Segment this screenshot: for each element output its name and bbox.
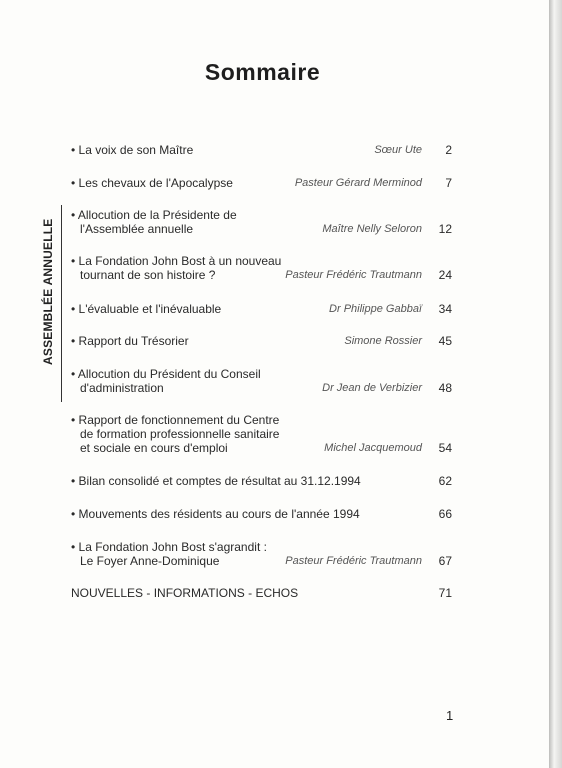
toc-entry-title-line: l'Assemblée annuelle: [80, 222, 194, 236]
toc-entry-title: [71, 334, 189, 348]
toc-entry-title: [71, 474, 361, 488]
toc-entry: [71, 254, 452, 282]
toc-entry: [71, 474, 452, 488]
toc-entry-title-line: • Rapport du Trésorier: [71, 334, 189, 348]
toc-entry-page-number: 66: [438, 507, 452, 521]
toc-entry-author: Dr Jean de Verbizier: [322, 382, 422, 394]
page-edge: [549, 0, 562, 768]
toc-entry-title-line: • Rapport de fonctionnement du Centre: [71, 413, 280, 427]
toc-entry: [71, 413, 452, 455]
toc-entry: [71, 540, 452, 568]
toc-entry-title-line: • Allocution du Président du Conseil: [71, 367, 261, 381]
toc-entry-title: [71, 176, 233, 190]
toc-entry-title-line: Le Foyer Anne-Dominique: [80, 554, 220, 568]
toc-entry-page-number: 62: [438, 474, 452, 488]
section-side-label: [41, 218, 55, 365]
toc-entry-title: [71, 143, 193, 157]
toc-entry: [71, 367, 452, 395]
toc-entry-page-number: 71: [438, 586, 452, 600]
toc-entry-page-number: 2: [445, 143, 452, 157]
toc-entry: [71, 302, 452, 316]
toc-entry-title-line: d'administration: [80, 381, 164, 395]
toc-entry-author: Simone Rossier: [344, 335, 422, 347]
toc-entry-title-line: • La Fondation John Bost à un nouveau: [71, 254, 282, 268]
toc-entry: [71, 334, 452, 348]
toc-entry-author: Michel Jacquemoud: [324, 442, 422, 454]
page-title: Sommaire: [204, 59, 321, 85]
toc-entry-title-line: • Mouvements des résidents au cours de l'année 1994: [71, 507, 360, 521]
toc-entry-title: [71, 254, 281, 282]
toc-entry-page-number: 12: [438, 222, 452, 236]
toc-entry-page-number: 45: [438, 334, 452, 348]
toc-entry-title: [71, 586, 298, 600]
section-divider-rule: [61, 205, 62, 402]
toc-entry-title-line: • La Fondation John Bost s'agrandit :: [71, 540, 267, 554]
toc-entry-title-line: • L'évaluable et l'inévaluable: [71, 302, 222, 316]
toc-entry-title: [71, 367, 261, 395]
toc-entry-title: [71, 302, 221, 316]
toc-entry: [71, 143, 452, 157]
toc-entry-page-number: 24: [438, 268, 452, 282]
toc-entry: [71, 586, 452, 600]
toc-entry-title-line: de formation professionnelle sanitaire: [80, 427, 280, 441]
toc-entry-title: [71, 507, 360, 521]
toc-entry-author: Sœur Ute: [374, 144, 422, 156]
toc-entry-title-line: NOUVELLES - INFORMATIONS - ECHOS: [71, 586, 299, 600]
toc-entry-title: [71, 208, 237, 236]
toc-entry-page-number: 67: [438, 554, 452, 568]
section-side-label-text: ASSEMBLÉE ANNUELLE: [41, 218, 55, 365]
toc-entry-author: Pasteur Gérard Merminod: [294, 177, 422, 189]
toc-entry-title-line: • La voix de son Maître: [71, 143, 194, 157]
toc-entry-title: [71, 540, 267, 568]
toc-entry-title-line: • Les chevaux de l'Apocalypse: [71, 176, 233, 190]
toc-entry-page-number: 34: [438, 302, 452, 316]
toc-entry-title-line: • Allocution de la Présidente de: [71, 208, 237, 222]
toc-entry-author: Pasteur Frédéric Trautmann: [285, 269, 422, 281]
toc-entry-author: Maître Nelly Seloron: [322, 223, 422, 235]
toc-entry-page-number: 54: [438, 441, 452, 455]
toc-entry-title-line: et sociale en cours d'emploi: [80, 441, 228, 455]
toc-entry-title-line: tournant de son histoire ?: [80, 268, 216, 282]
toc-entry-author: Pasteur Frédéric Trautmann: [285, 555, 422, 567]
toc-entry: [71, 208, 452, 236]
toc-entry-page-number: 48: [438, 381, 452, 395]
toc-entry: [71, 507, 452, 521]
toc-entry-author: Dr Philippe Gabbaï: [329, 303, 422, 315]
toc-entry-page-number: 7: [445, 176, 452, 190]
toc-entry-title: [71, 413, 279, 455]
toc-entry: [71, 176, 452, 190]
page-number: 1: [446, 708, 454, 723]
toc-entry-title-line: • Bilan consolidé et comptes de résultat au 31.12.1994: [71, 474, 361, 488]
